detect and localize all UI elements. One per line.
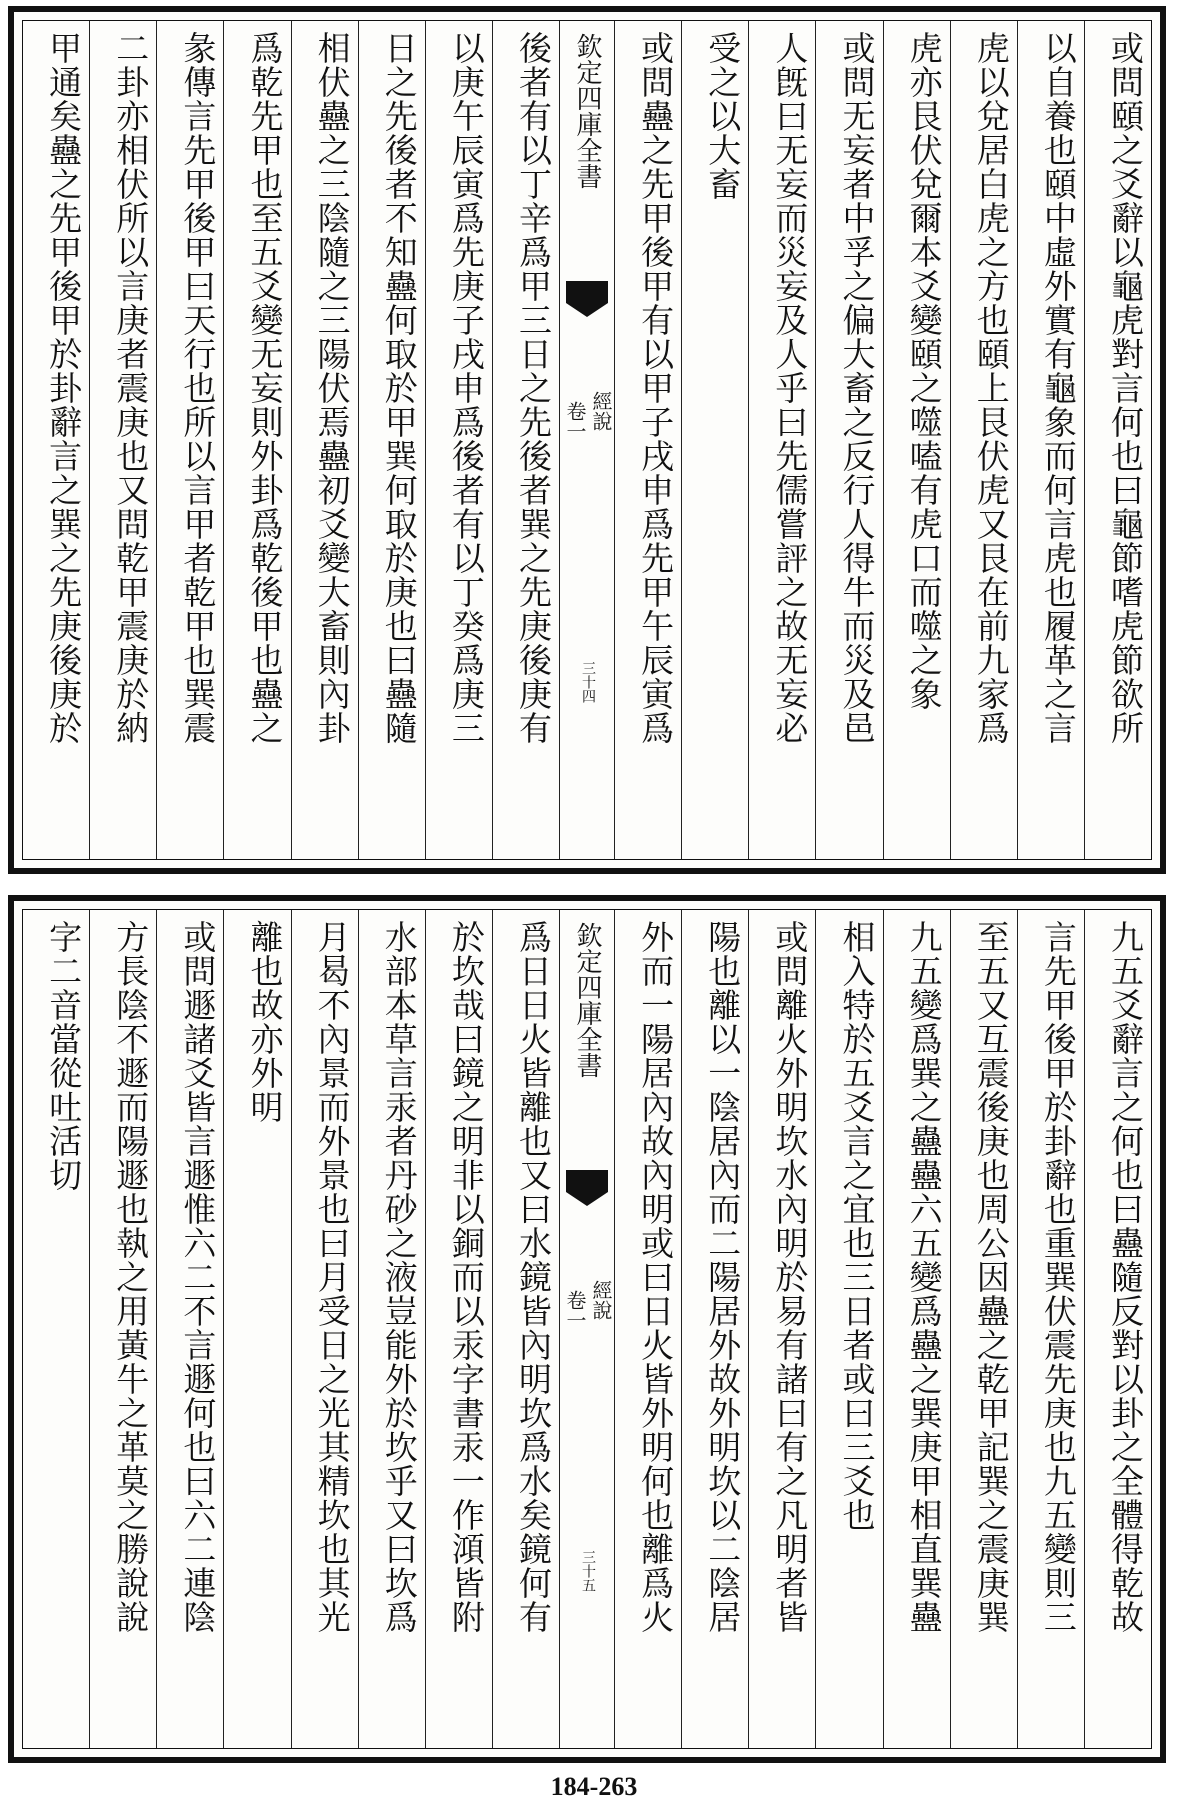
text-column: [156, 910, 223, 1748]
text-column: [23, 21, 89, 859]
text-frame: [22, 909, 1152, 1749]
text-column: [223, 910, 290, 1748]
page-number: 三十五: [580, 1550, 596, 1592]
page-leaf-bottom: [8, 895, 1166, 1763]
text-column: [425, 21, 492, 859]
page-footer-code: 184-263: [550, 1772, 638, 1801]
fishtail-mark-icon: [566, 1170, 608, 1192]
text-column: [815, 21, 882, 859]
column-text: 離也故亦外明: [245, 920, 285, 1124]
column-text: 於坎哉曰鏡之明非以銅而以汞字書汞一作澒皆附: [446, 920, 486, 1634]
text-column: [223, 21, 290, 859]
column-text: 九五爻辭言之何也曰蠱隨反對以卦之全體得乾故: [1106, 920, 1145, 1634]
column-text: 甲通矣蠱之先甲後甲於卦辭言之巽之先庚後庚於: [44, 31, 84, 745]
column-text: 至五又互震後庚也周公因蠱之乾甲記巽之震庚巽: [971, 920, 1011, 1634]
text-column: [1017, 910, 1084, 1748]
text-column: [614, 21, 681, 859]
text-column: [358, 21, 425, 859]
page-leaf-top: [8, 6, 1166, 874]
column-text: 或問无妄者中孚之偏大畜之反行人得牛而災及邑: [837, 31, 877, 745]
column-text: 水部本草言汞者丹砂之液豈能外於坎乎又曰坎爲: [379, 920, 419, 1634]
page-number: 三十四: [580, 661, 596, 703]
column-text: 相入特於五爻言之宜也三日者或曰三爻也: [837, 920, 877, 1532]
volume-label: 卷一: [563, 1290, 587, 1330]
fishtail-mark-icon: [566, 281, 608, 303]
text-column: [23, 910, 89, 1748]
page-fold-center: [559, 21, 614, 859]
text-column: [291, 21, 358, 859]
column-text: 或問遯諸爻皆言遯惟六二不言遯何也曰六二連陰: [178, 920, 218, 1634]
column-text: 虎以兌居白虎之方也頤上艮伏虎又艮在前九家爲: [971, 31, 1011, 745]
column-text: 或問頤之爻辭以龜虎對言何也曰龜節嗜虎節欲所: [1106, 31, 1145, 745]
column-text: 外而一陽居內故內明或曰日火皆外明何也離爲火: [636, 920, 676, 1634]
column-text: 日之先後者不知蠱何取於甲巽何取於庚也曰蠱隨: [379, 31, 419, 745]
text-column: [883, 910, 950, 1748]
column-text: 彖傳言先甲後甲曰天行也所以言甲者乾甲也巽震: [178, 31, 218, 745]
page-fold-center: [559, 910, 614, 1748]
text-column: [950, 21, 1017, 859]
text-column: [1084, 21, 1151, 859]
text-column: [748, 21, 815, 859]
column-text: 字二音當從吐活切: [44, 920, 84, 1192]
text-column: [89, 21, 156, 859]
column-text: 方長陰不遯而陽遯也執之用黃牛之革莫之勝說說: [111, 920, 151, 1634]
text-column: [1084, 910, 1151, 1748]
column-text: 二卦亦相伏所以言庚者震庚也又問乾甲震庚於納: [111, 31, 151, 745]
text-column: [492, 910, 559, 1748]
book-title: 經說: [589, 1280, 613, 1320]
text-column: [291, 910, 358, 1748]
text-column: [425, 910, 492, 1748]
column-text: 以自養也頤中虛外實有龜象而何言虎也履革之言: [1038, 31, 1078, 745]
text-column: [358, 910, 425, 1748]
column-text: 爲日日火皆離也又曰水鏡皆內明坎爲水矣鏡何有: [514, 920, 553, 1634]
column-text: 九五變爲巽之蠱蠱六五變爲蠱之巽庚甲相直巽蠱: [904, 920, 944, 1634]
text-column: [156, 21, 223, 859]
text-frame: [22, 20, 1152, 860]
column-text: 月曷不內景而外景也曰月受日之光其精坎也其光: [312, 920, 352, 1634]
text-column: [748, 910, 815, 1748]
library-title: 欽定四庫全書: [572, 33, 602, 189]
column-text: 人旣曰无妄而災妄及人乎曰先儒嘗評之故无妄必: [770, 31, 810, 745]
text-column: [815, 910, 882, 1748]
text-column: [681, 21, 748, 859]
text-column: [1017, 21, 1084, 859]
column-text: 陽也離以一陰居內而二陽居外故外明坎以二陰居: [703, 920, 743, 1634]
text-column: [89, 910, 156, 1748]
text-column: [614, 910, 681, 1748]
column-text: 言先甲後甲於卦辭也重巽伏震先庚也九五變則三: [1038, 920, 1078, 1634]
text-column: [681, 910, 748, 1748]
library-title: 欽定四庫全書: [572, 922, 602, 1078]
column-text: 受之以大畜: [703, 31, 743, 201]
column-text: 或問蠱之先甲後甲有以甲子戌申爲先甲午辰寅爲: [636, 31, 676, 745]
column-text: 虎亦艮伏兌爾本爻變頤之噬嗑有虎口而噬之象: [904, 31, 944, 711]
column-text: 爲乾先甲也至五爻變无妄則外卦爲乾後甲也蠱之: [245, 31, 285, 745]
text-column: [883, 21, 950, 859]
column-text: 後者有以丁辛爲甲三日之先後者巽之先庚後庚有: [514, 31, 553, 745]
book-title: 經說: [589, 391, 613, 431]
column-text: 或問離火外明坎水內明於易有諸曰有之凡明者皆: [770, 920, 810, 1634]
volume-label: 卷一: [563, 401, 587, 441]
column-text: 相伏蠱之三陰隨之三陽伏焉蠱初爻變大畜則內卦: [312, 31, 352, 745]
column-text: 以庚午辰寅爲先庚子戌申爲後者有以丁癸爲庚三: [446, 31, 486, 745]
text-column: [950, 910, 1017, 1748]
text-column: [492, 21, 559, 859]
